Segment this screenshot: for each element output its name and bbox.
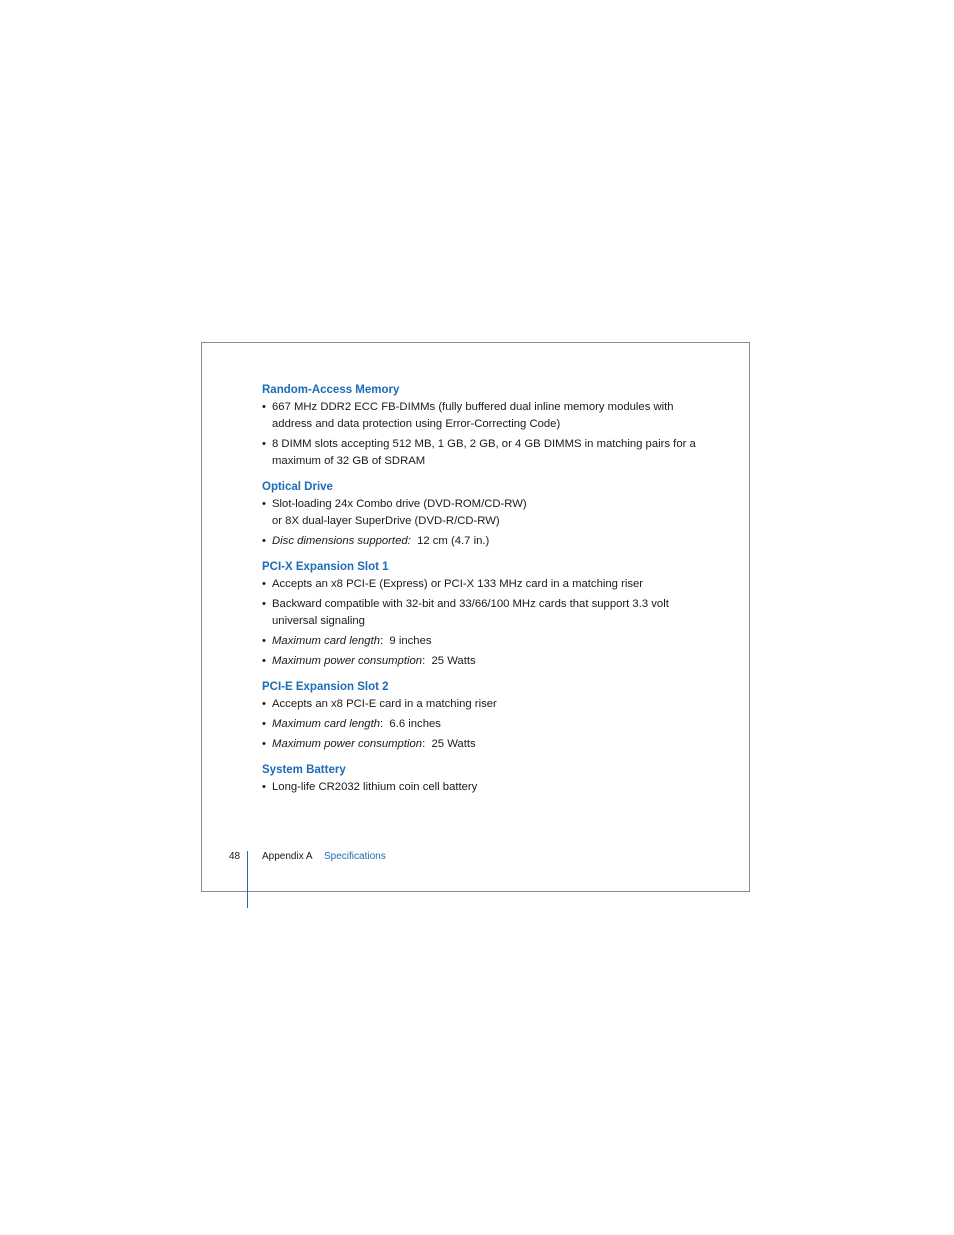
section-random-access-memory	[262, 382, 702, 470]
bullet-list	[262, 399, 702, 470]
list-item	[262, 533, 702, 550]
bullet-list	[262, 496, 702, 550]
list-item-line: • Accepts an x8 PCI-E card in a matching riser	[272, 698, 497, 710]
bullet-list	[262, 696, 702, 753]
list-item-line: • Slot-loading 24x Combo drive (DVD-ROM/CD-RW)	[272, 498, 527, 510]
spec-value: 25 Watts	[431, 655, 476, 667]
spec-value: 25 Watts	[431, 738, 476, 750]
section-optical-drive	[262, 479, 702, 550]
list-item-line: or 8X dual-layer SuperDrive (DVD-R/CD-RW)	[272, 515, 500, 527]
section-system-battery	[262, 762, 702, 796]
list-item-line: address and data protection using Error-Correcting Code)	[272, 418, 561, 430]
list-item	[262, 399, 702, 433]
footer-chapter-title: Specifications	[324, 851, 386, 862]
list-item	[262, 436, 702, 470]
spec-term: Maximum card length	[272, 718, 380, 730]
list-item-line: • Long-life CR2032 lithium coin cell battery	[272, 781, 478, 793]
list-item	[262, 696, 702, 713]
section-pci-x-expansion-slot-1	[262, 559, 702, 670]
footer-divider	[247, 851, 248, 908]
list-item	[262, 596, 702, 630]
list-item-line: universal signaling	[272, 615, 365, 627]
list-item-line: • 8 DIMM slots accepting 512 MB, 1 GB, 2 GB, or 4 GB DIMMS in matching pairs for a	[272, 438, 696, 450]
spec-term: Maximum power consumption	[272, 655, 423, 667]
bullet-list	[262, 779, 702, 796]
spec-term: Maximum power consumption	[272, 738, 423, 750]
list-item-line: • Backward compatible with 32-bit and 33/66/100 MHz cards that support 3.3 volt	[272, 598, 669, 610]
spec-term: Disc dimensions supported:	[272, 535, 411, 547]
list-item: • Maximum power consumption: 25 Watts	[262, 736, 702, 753]
spec-term: Maximum card length	[272, 635, 380, 647]
list-item: • Maximum power consumption: 25 Watts	[262, 653, 702, 670]
list-item: • Maximum card length: 6.6 inches	[262, 716, 702, 733]
list-item-line: • 667 MHz DDR2 ECC FB-DIMMs (fully buffered dual inline memory modules with	[272, 401, 674, 413]
list-item	[262, 496, 702, 530]
list-item-line: • Accepts an x8 PCI-E (Express) or PCI-X 133 MHz card in a matching riser	[272, 578, 644, 590]
list-item-line: maximum of 32 GB of SDRAM	[272, 455, 426, 467]
bullet-list	[262, 576, 702, 670]
section-heading: Random-Access Memory	[262, 384, 400, 396]
section-heading: PCI-E Expansion Slot 2	[262, 681, 389, 693]
page-number: 48	[229, 851, 241, 862]
list-item	[262, 576, 702, 593]
spec-value: 12 cm (4.7 in.)	[417, 535, 490, 547]
list-item: • Maximum card length: 9 inches	[262, 633, 702, 650]
section-heading: System Battery	[262, 764, 346, 776]
section-heading: PCI-X Expansion Slot 1	[262, 561, 389, 573]
section-heading: Optical Drive	[262, 481, 333, 493]
spec-value: 6.6 inches	[389, 718, 441, 730]
spec-value: 9 inches	[389, 635, 432, 647]
footer-appendix-label: Appendix A	[262, 851, 313, 862]
list-item	[262, 779, 702, 796]
specifications-content	[262, 382, 702, 805]
section-pci-e-expansion-slot-2	[262, 679, 702, 753]
